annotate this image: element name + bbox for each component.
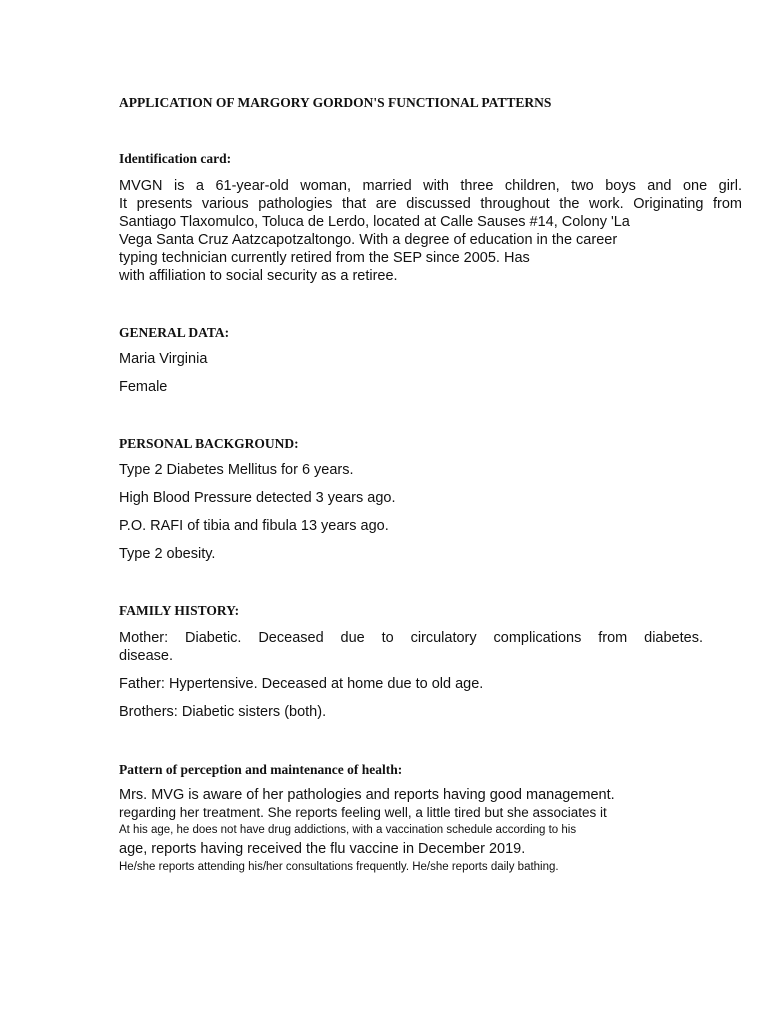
family-history-heading: FAMILY HISTORY: bbox=[119, 603, 240, 618]
background-item: High Blood Pressure detected 3 years ago. bbox=[119, 490, 396, 506]
identification-line: MVGN is a 61-year-old woman, married with three children, two boys and one girl. bbox=[119, 178, 742, 194]
family-father: Father: Hypertensive. Deceased at home due to old age. bbox=[119, 676, 484, 692]
health-pattern-line: He/she reports attending his/her consultations frequently. He/she reports daily bathing. bbox=[119, 861, 559, 873]
family-mother-line: Mother: Diabetic. Deceased due to circulatory complications from diabetes. bbox=[119, 630, 703, 646]
health-pattern-line: Mrs. MVG is aware of her pathologies and reports having good management. bbox=[119, 787, 615, 803]
family-brothers: Brothers: Diabetic sisters (both). bbox=[119, 704, 327, 720]
background-item: Type 2 Diabetes Mellitus for 6 years. bbox=[119, 462, 354, 478]
identification-line: Vega Santa Cruz Aatzcapotzaltongo. With a degree of education in the career bbox=[119, 232, 618, 248]
identification-heading: Identification card: bbox=[119, 151, 232, 166]
background-item: P.O. RAFI of tibia and fibula 13 years ago. bbox=[119, 518, 389, 534]
health-pattern-line: age, reports having received the flu vaccine in December 2019. bbox=[119, 841, 526, 857]
general-data-heading: GENERAL DATA: bbox=[119, 325, 230, 340]
health-pattern-heading: Pattern of perception and maintenance of health: bbox=[119, 762, 403, 777]
identification-line: Santiago Tlaxomulco, Toluca de Lerdo, located at Calle Sauses #14, Colony 'La bbox=[119, 214, 630, 230]
patient-sex: Female bbox=[119, 379, 168, 395]
identification-line: typing technician currently retired from the SEP since 2005. Has bbox=[119, 250, 530, 266]
background-item: Type 2 obesity. bbox=[119, 546, 216, 562]
family-mother-line: disease. bbox=[119, 648, 174, 664]
health-pattern-line: regarding her treatment. She reports feeling well, a little tired but she associates it bbox=[119, 805, 607, 820]
patient-name: Maria Virginia bbox=[119, 351, 208, 367]
document-title: APPLICATION OF MARGORY GORDON'S FUNCTIONAL PATTERNS bbox=[119, 95, 552, 110]
health-pattern-line: At his age, he does not have drug addictions, with a vaccination schedule according to his bbox=[119, 824, 577, 836]
personal-background-heading: PERSONAL BACKGROUND: bbox=[119, 436, 299, 451]
identification-line: with affiliation to social security as a retiree. bbox=[119, 268, 398, 284]
identification-line: It presents various pathologies that are discussed throughout the work. Originating from bbox=[119, 196, 742, 212]
